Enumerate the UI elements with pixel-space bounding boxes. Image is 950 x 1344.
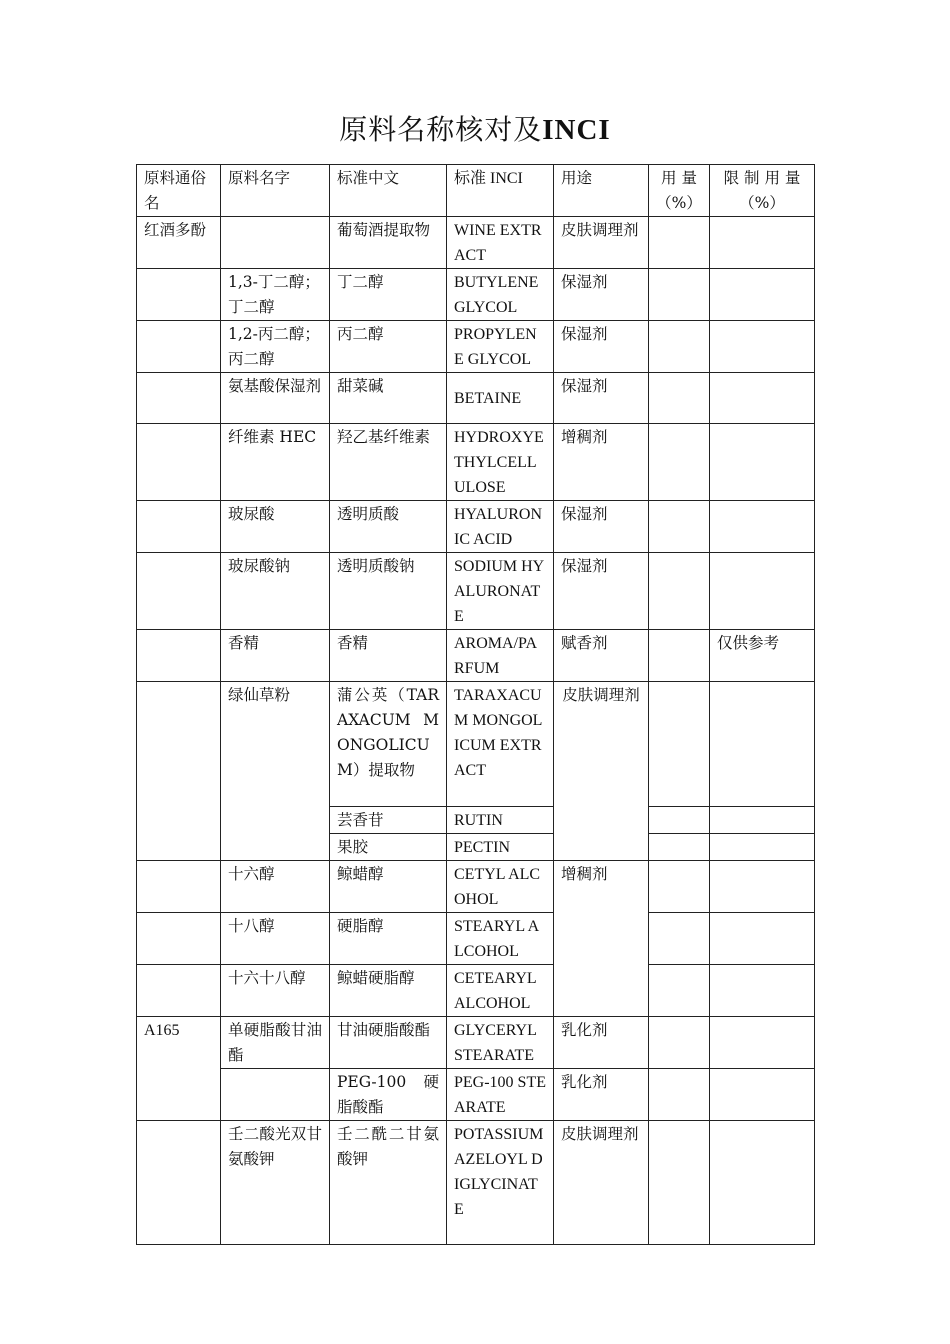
cell-limit: 仅供参考 [710, 630, 815, 682]
cell-std-cn: 羟乙基纤维素 [330, 424, 447, 501]
cell-std-cn: 果胶 [330, 834, 447, 861]
cell-dosage [649, 217, 710, 269]
cell-name: 十八醇 [221, 913, 330, 965]
cell-use: 乳化剂 [554, 1069, 649, 1121]
cell-dosage [649, 913, 710, 965]
cell-inci: CETYL ALCOHOL [447, 861, 554, 913]
cell-name: 纤维素 HEC [221, 424, 330, 501]
cell-std-cn: PEG-100 硬脂酸酯 [330, 1069, 447, 1121]
cell-name [221, 217, 330, 269]
inci-table [136, 164, 815, 1245]
cell-common [137, 1121, 221, 1245]
cell-inci: STEARYL ALCOHOL [447, 913, 554, 965]
cell-inci: HYALURONIC ACID [447, 501, 554, 553]
cell-common [137, 682, 221, 861]
cell-limit [710, 424, 815, 501]
cell-inci: BUTYLENE GLYCOL [447, 269, 554, 321]
cell-std-cn: 甜菜碱 [330, 373, 447, 424]
cell-inci: PECTIN [447, 834, 554, 861]
table-row [137, 553, 815, 630]
cell-common [137, 913, 221, 965]
cell-use: 皮肤调理剂 [554, 682, 649, 861]
cell-limit [710, 1121, 815, 1245]
cell-std-cn: 鲸蜡硬脂醇 [330, 965, 447, 1017]
table-row [137, 269, 815, 321]
cell-use: 乳化剂 [554, 1017, 649, 1069]
cell-inci: RUTIN [447, 807, 554, 834]
table-row [137, 630, 815, 682]
cell-name: 玻尿酸 [221, 501, 330, 553]
cell-name: 玻尿酸钠 [221, 553, 330, 630]
cell-limit [710, 1069, 815, 1121]
cell-limit [710, 501, 815, 553]
cell-use: 增稠剂 [554, 424, 649, 501]
cell-use: 皮肤调理剂 [554, 1121, 649, 1245]
table-row [137, 682, 815, 807]
cell-inci: SODIUM HYALURONATE [447, 553, 554, 630]
cell-dosage [649, 1121, 710, 1245]
cell-common [137, 501, 221, 553]
cell-common [137, 321, 221, 373]
cell-limit [710, 682, 815, 807]
cell-common: 红酒多酚 [137, 217, 221, 269]
cell-std-cn: 芸香苷 [330, 807, 447, 834]
page-title [0, 112, 950, 148]
cell-dosage [649, 321, 710, 373]
cell-inci: CETEARYL ALCOHOL [447, 965, 554, 1017]
cell-common [137, 965, 221, 1017]
cell-dosage [649, 373, 710, 424]
cell-inci: GLYCERYL STEARATE [447, 1017, 554, 1069]
cell-use: 保湿剂 [554, 269, 649, 321]
table-row [137, 501, 815, 553]
cell-name: 绿仙草粉 [221, 682, 330, 861]
cell-limit [710, 553, 815, 630]
table-row [137, 1069, 815, 1121]
table-row [137, 861, 815, 913]
cell-inci: POTASSIUM AZELOYL DIGLYCINATE [447, 1121, 554, 1245]
cell-dosage [649, 630, 710, 682]
cell-limit [710, 807, 815, 834]
cell-common [137, 373, 221, 424]
cell-common: A165 [137, 1017, 221, 1121]
cell-name: 香精 [221, 630, 330, 682]
cell-name: 十六十八醇 [221, 965, 330, 1017]
title-latin: INCI [542, 114, 611, 146]
cell-limit [710, 1017, 815, 1069]
header-common-name: 原料通俗名 [137, 165, 221, 217]
cell-name: 1,2-丙二醇；丙二醇 [221, 321, 330, 373]
cell-std-cn: 蒲公英（TARAXACUM MONGOLICUM）提取物 [330, 682, 447, 807]
cell-limit [710, 834, 815, 861]
table-row [137, 1121, 815, 1245]
cell-std-cn: 壬二酰二甘氨酸钾 [330, 1121, 447, 1245]
cell-limit [710, 373, 815, 424]
cell-common [137, 861, 221, 913]
cell-std-cn: 葡萄酒提取物 [330, 217, 447, 269]
cell-inci: PEG-100 STEARATE [447, 1069, 554, 1121]
header-limit: 限 制 用 量（%） [710, 165, 815, 217]
cell-dosage [649, 1069, 710, 1121]
cell-limit [710, 913, 815, 965]
cell-use: 保湿剂 [554, 501, 649, 553]
cell-std-cn: 丙二醇 [330, 321, 447, 373]
cell-dosage [649, 807, 710, 834]
title-chinese: 原料名称核对及 [339, 113, 543, 146]
cell-limit [710, 965, 815, 1017]
cell-std-cn: 透明质酸 [330, 501, 447, 553]
header-material-name: 原料名字 [221, 165, 330, 217]
table-row [137, 965, 815, 1017]
cell-std-cn: 透明质酸钠 [330, 553, 447, 630]
header-std-inci: 标准 INCI [447, 165, 554, 217]
cell-common [137, 269, 221, 321]
header-dosage: 用 量（%） [649, 165, 710, 217]
cell-inci: PROPYLENE GLYCOL [447, 321, 554, 373]
cell-use: 保湿剂 [554, 553, 649, 630]
cell-use: 皮肤调理剂 [554, 217, 649, 269]
cell-dosage [649, 965, 710, 1017]
cell-name: 十六醇 [221, 861, 330, 913]
cell-use: 保湿剂 [554, 321, 649, 373]
cell-inci: BETAINE [447, 373, 554, 424]
cell-std-cn: 甘油硬脂酸酯 [330, 1017, 447, 1069]
cell-std-cn: 丁二醇 [330, 269, 447, 321]
cell-use: 赋香剂 [554, 630, 649, 682]
header-std-cn: 标准中文 [330, 165, 447, 217]
cell-limit [710, 861, 815, 913]
cell-name: 单硬脂酸甘油酯 [221, 1017, 330, 1069]
cell-dosage [649, 861, 710, 913]
cell-inci: TARAXACUM MONGOLICUM EXTRACT [447, 682, 554, 807]
cell-std-cn: 鲸蜡醇 [330, 861, 447, 913]
cell-name: 壬二酸光双甘氨酸钾 [221, 1121, 330, 1245]
cell-dosage [649, 834, 710, 861]
cell-limit [710, 217, 815, 269]
cell-dosage [649, 682, 710, 807]
cell-limit [710, 321, 815, 373]
cell-common [137, 630, 221, 682]
table-row [137, 913, 815, 965]
cell-dosage [649, 501, 710, 553]
cell-std-cn: 香精 [330, 630, 447, 682]
cell-inci: WINE EXTRACT [447, 217, 554, 269]
cell-name: 氨基酸保湿剂 [221, 373, 330, 424]
cell-use: 增稠剂 [554, 861, 649, 1017]
header-use: 用途 [554, 165, 649, 217]
table-header-row [137, 165, 815, 217]
table-row [137, 217, 815, 269]
table-row [137, 1017, 815, 1069]
table-row [137, 321, 815, 373]
cell-std-cn: 硬脂醇 [330, 913, 447, 965]
cell-use: 保湿剂 [554, 373, 649, 424]
cell-inci: AROMA/PARFUM [447, 630, 554, 682]
cell-common [137, 553, 221, 630]
cell-dosage [649, 424, 710, 501]
table-row [137, 424, 815, 501]
cell-name [221, 1069, 330, 1121]
cell-dosage [649, 269, 710, 321]
cell-common [137, 424, 221, 501]
table-row [137, 373, 815, 424]
cell-name: 1,3-丁二醇；丁二醇 [221, 269, 330, 321]
cell-limit [710, 269, 815, 321]
cell-dosage [649, 553, 710, 630]
cell-inci: HYDROXYETHYLCELLULOSE [447, 424, 554, 501]
cell-dosage [649, 1017, 710, 1069]
